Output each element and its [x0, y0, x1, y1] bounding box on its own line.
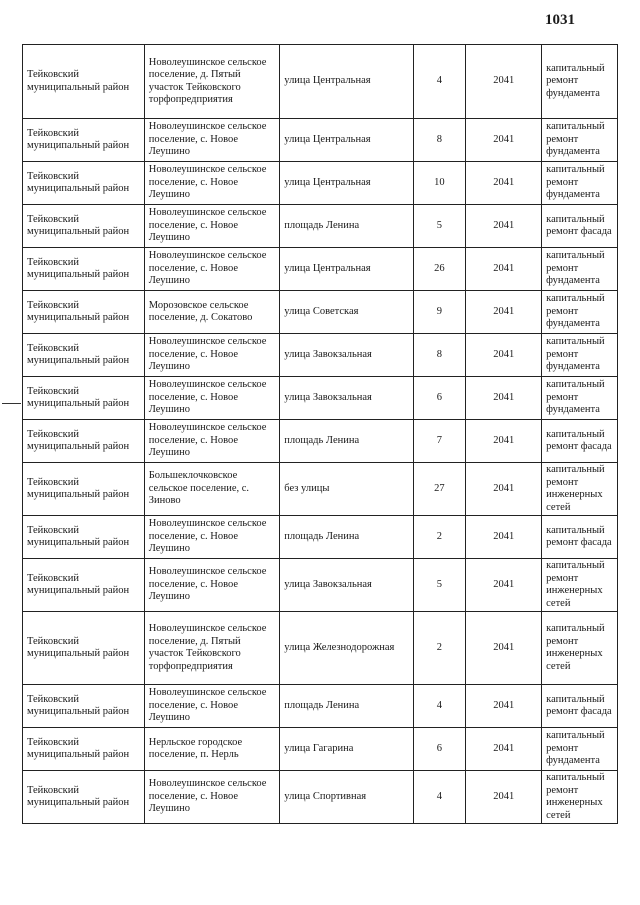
work-type-cell: капитальный ремонт фундамента	[542, 334, 618, 377]
settlement-cell: Нерльское городское поселение, п. Нерль	[144, 728, 280, 771]
work-type-cell: капитальный ремонт фасада	[542, 420, 618, 463]
year-cell: 2041	[466, 205, 542, 248]
year-cell: 2041	[466, 334, 542, 377]
year-cell: 2041	[466, 45, 542, 119]
table-row	[23, 463, 618, 516]
settlement-cell: Новолеушинское сельское поселение, д. Пятый участок Тейковского торфопредприятия	[144, 45, 280, 119]
street-cell: улица Центральная	[280, 119, 413, 162]
district-cell: Тейковский муниципальный район	[23, 205, 145, 248]
street-cell: улица Гагарина	[280, 728, 413, 771]
district-cell: Тейковский муниципальный район	[23, 685, 145, 728]
year-cell: 2041	[466, 291, 542, 334]
street-cell: улица Завокзальная	[280, 377, 413, 420]
settlement-cell: Новолеушинское сельское поселение, с. Новое Леушино	[144, 559, 280, 612]
street-cell: площадь Ленина	[280, 685, 413, 728]
work-type-cell: капитальный ремонт фундамента	[542, 119, 618, 162]
district-cell: Тейковский муниципальный район	[23, 516, 145, 559]
table-row	[23, 248, 618, 291]
table-row	[23, 377, 618, 420]
work-type-cell: капитальный ремонт инженерных сетей	[542, 559, 618, 612]
year-cell: 2041	[466, 728, 542, 771]
year-cell: 2041	[466, 420, 542, 463]
district-cell: Тейковский муниципальный район	[23, 463, 145, 516]
settlement-cell: Новолеушинское сельское поселение, с. Новое Леушино	[144, 420, 280, 463]
house-number-cell: 8	[413, 119, 466, 162]
street-cell: без улицы	[280, 463, 413, 516]
year-cell: 2041	[466, 516, 542, 559]
house-number-cell: 2	[413, 612, 466, 685]
work-type-cell: капитальный ремонт инженерных сетей	[542, 612, 618, 685]
housing-repair-table	[22, 44, 618, 824]
page-number: 1031	[545, 12, 575, 28]
work-type-cell: капитальный ремонт инженерных сетей	[542, 771, 618, 824]
table-row	[23, 559, 618, 612]
district-cell: Тейковский муниципальный район	[23, 334, 145, 377]
house-number-cell: 10	[413, 162, 466, 205]
settlement-cell: Новолеушинское сельское поселение, с. Новое Леушино	[144, 119, 280, 162]
year-cell: 2041	[466, 162, 542, 205]
street-cell: улица Завокзальная	[280, 334, 413, 377]
settlement-cell: Новолеушинское сельское поселение, с. Новое Леушино	[144, 685, 280, 728]
street-cell: площадь Ленина	[280, 420, 413, 463]
table-row	[23, 728, 618, 771]
district-cell: Тейковский муниципальный район	[23, 728, 145, 771]
street-cell: улица Центральная	[280, 162, 413, 205]
table-row	[23, 205, 618, 248]
table-row	[23, 612, 618, 685]
table-row	[23, 334, 618, 377]
house-number-cell: 6	[413, 728, 466, 771]
work-type-cell: капитальный ремонт фундамента	[542, 248, 618, 291]
street-cell: улица Завокзальная	[280, 559, 413, 612]
house-number-cell: 5	[413, 205, 466, 248]
district-cell: Тейковский муниципальный район	[23, 119, 145, 162]
work-type-cell: капитальный ремонт фундамента	[542, 377, 618, 420]
street-cell: улица Центральная	[280, 248, 413, 291]
work-type-cell: капитальный ремонт фундамента	[542, 728, 618, 771]
settlement-cell: Новолеушинское сельское поселение, с. Новое Леушино	[144, 248, 280, 291]
work-type-cell: капитальный ремонт фасада	[542, 516, 618, 559]
year-cell: 2041	[466, 559, 542, 612]
year-cell: 2041	[466, 771, 542, 824]
house-number-cell: 26	[413, 248, 466, 291]
settlement-cell: Новолеушинское сельское поселение, с. Новое Леушино	[144, 334, 280, 377]
settlement-cell: Новолеушинское сельское поселение, с. Новое Леушино	[144, 162, 280, 205]
work-type-cell: капитальный ремонт фасада	[542, 685, 618, 728]
table-row	[23, 771, 618, 824]
work-type-cell: капитальный ремонт инженерных сетей	[542, 463, 618, 516]
district-cell: Тейковский муниципальный район	[23, 612, 145, 685]
street-cell: улица Железнодорожная	[280, 612, 413, 685]
house-number-cell: 8	[413, 334, 466, 377]
district-cell: Тейковский муниципальный район	[23, 377, 145, 420]
settlement-cell: Новолеушинское сельское поселение, с. Новое Леушино	[144, 377, 280, 420]
table-row	[23, 516, 618, 559]
house-number-cell: 5	[413, 559, 466, 612]
table-row	[23, 45, 618, 119]
settlement-cell: Большеклочковское сельское поселение, с. Зиново	[144, 463, 280, 516]
table-row	[23, 119, 618, 162]
work-type-cell: капитальный ремонт фундамента	[542, 291, 618, 334]
table-row	[23, 291, 618, 334]
settlement-cell: Новолеушинское сельское поселение, с. Новое Леушино	[144, 771, 280, 824]
settlement-cell: Морозовское сельское поселение, д. Сокатово	[144, 291, 280, 334]
settlement-cell: Новолеушинское сельское поселение, с. Новое Леушино	[144, 516, 280, 559]
year-cell: 2041	[466, 612, 542, 685]
work-type-cell: капитальный ремонт фундамента	[542, 162, 618, 205]
house-number-cell: 2	[413, 516, 466, 559]
table-row	[23, 685, 618, 728]
work-type-cell: капитальный ремонт фундамента	[542, 45, 618, 119]
house-number-cell: 27	[413, 463, 466, 516]
house-number-cell: 9	[413, 291, 466, 334]
street-cell: площадь Ленина	[280, 516, 413, 559]
street-cell: улица Советская	[280, 291, 413, 334]
house-number-cell: 4	[413, 685, 466, 728]
work-type-cell: капитальный ремонт фасада	[542, 205, 618, 248]
settlement-cell: Новолеушинское сельское поселение, с. Новое Леушино	[144, 205, 280, 248]
table-row	[23, 420, 618, 463]
house-number-cell: 7	[413, 420, 466, 463]
year-cell: 2041	[466, 248, 542, 291]
district-cell: Тейковский муниципальный район	[23, 45, 145, 119]
street-cell: улица Спортивная	[280, 771, 413, 824]
district-cell: Тейковский муниципальный район	[23, 420, 145, 463]
street-cell: улица Центральная	[280, 45, 413, 119]
house-number-cell: 6	[413, 377, 466, 420]
year-cell: 2041	[466, 463, 542, 516]
settlement-cell: Новолеушинское сельское поселение, д. Пятый участок Тейковского торфопредприятия	[144, 612, 280, 685]
district-cell: Тейковский муниципальный район	[23, 162, 145, 205]
year-cell: 2041	[466, 119, 542, 162]
house-number-cell: 4	[413, 771, 466, 824]
district-cell: Тейковский муниципальный район	[23, 559, 145, 612]
year-cell: 2041	[466, 685, 542, 728]
district-cell: Тейковский муниципальный район	[23, 771, 145, 824]
district-cell: Тейковский муниципальный район	[23, 248, 145, 291]
margin-mark	[2, 403, 21, 404]
district-cell: Тейковский муниципальный район	[23, 291, 145, 334]
house-number-cell: 4	[413, 45, 466, 119]
street-cell: площадь Ленина	[280, 205, 413, 248]
year-cell: 2041	[466, 377, 542, 420]
table-row	[23, 162, 618, 205]
